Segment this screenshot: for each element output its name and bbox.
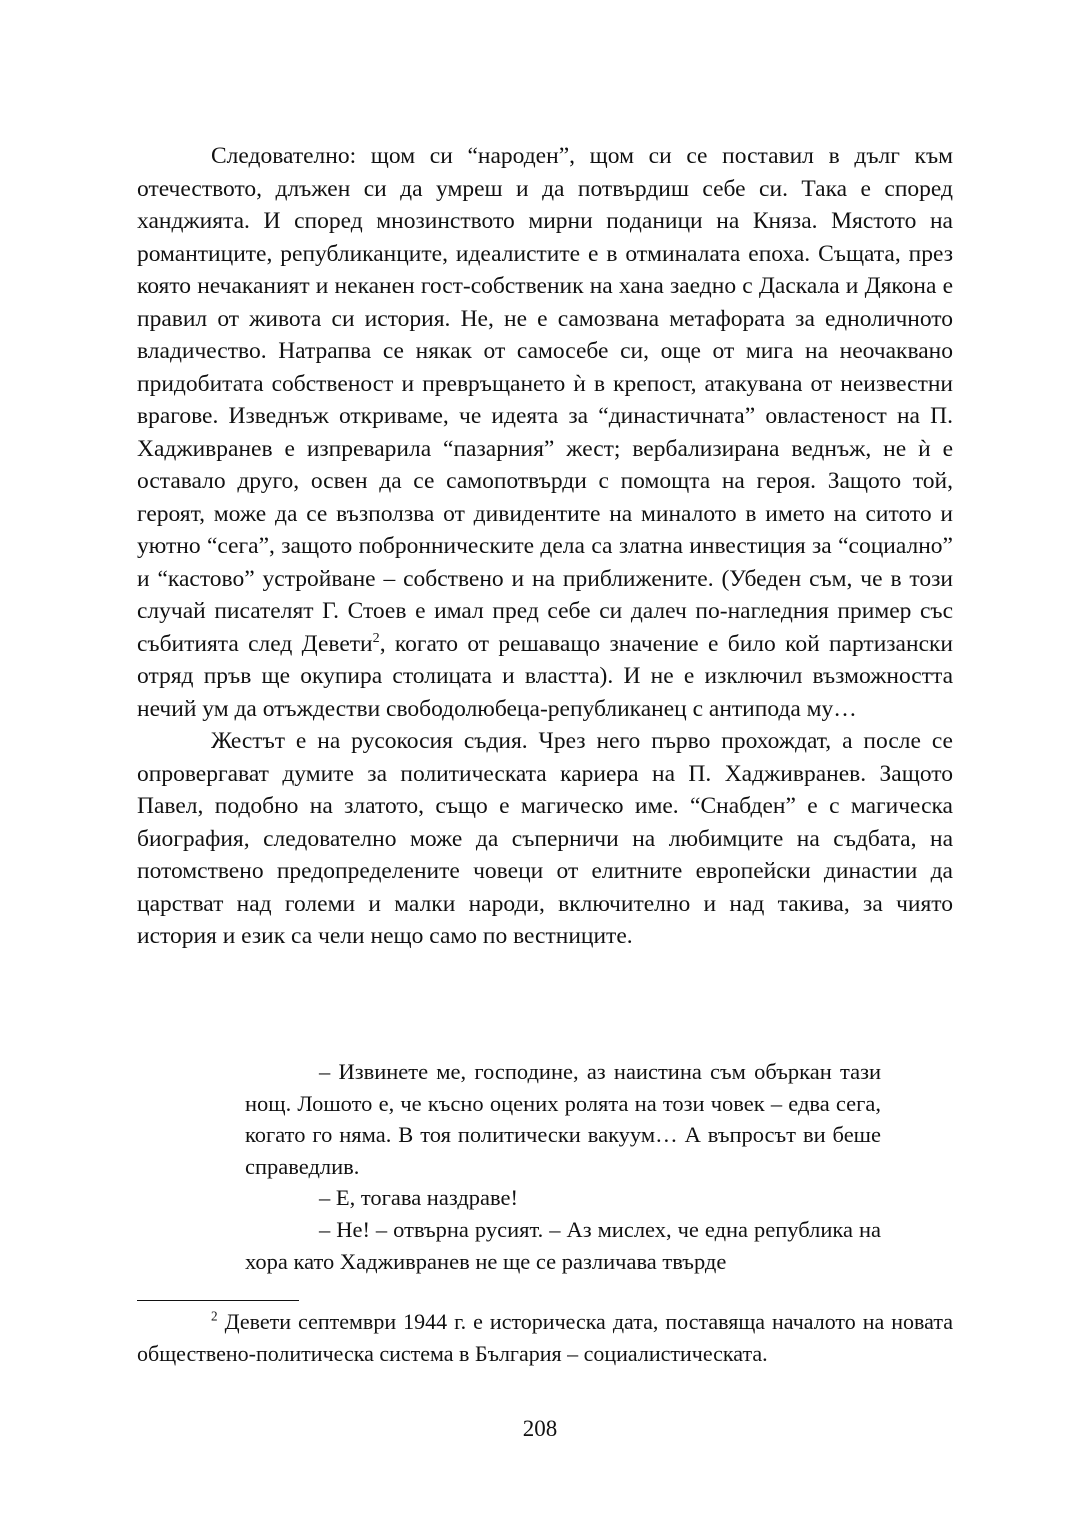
main-text [137,140,953,953]
quote-line-3: – Не! – отвърна русият. – Аз мислех, че една република на хора като Хадживранев не ще се различава твърде [245,1216,881,1274]
footnote-divider [137,1300,299,1301]
footnote-mark: 2 [211,1308,218,1324]
footnote-text: Девети септември 1944 г. е историческа дата, поставяща началото на новата обществено-политическа система в България – социалистическата. [137,1309,953,1366]
quote-line-2: – Е, тогава наздраве! [319,1185,518,1211]
paragraph-2: Жестът е на русокосия съдия. Чрез него първо прохождат, а после се опровергават думите за политическата кариера на П. Хадживранев. Защото Павел, подобно на златото, също е магическо име. “Снабден” е с магическа биография, следователно може да съперничи на любимците на съдбата, на потомствено предопределените човеци от елитните европейски династии да царстват над големи и малки народи, включително и над такива, за чиято история и език са чели нещо само по вестниците. [137,728,953,949]
page-number: 208 [522,1416,558,1441]
dialogue-quote [245,1056,881,1277]
paragraph-1 [137,140,953,725]
paragraph-1-text: Следователно: щом си “народен”, щом си се поставил в дълг към отечеството, длъжен си да умреш и да потвърдиш себе си. Така е според ханджията. И според мнозинството мирни поданици на Княза. Мястото на романтиците, републиканците, идеалистите е в отминалата епоха. Същата, през която нечаканият и неканен гост-собственик на хана заедно с Даскала и Дякона е правил от живота си история. Не, не е самозвана метафората за едноличното владичество. Натрапва се някак от самосебе си, още от мига на неочаквано придобитата собственост и превръщането ѝ в крепост, атакувана от неизвестни врагове. Изведнъж откриваме, че идеята за “династичната” овластеност на П. Хадживранев е изпреварила “пазарния” жест; вербализирана веднъж, не ѝ е оставало друго, освен да се самопотвърди с помощта на героя. Защото той, героят, може да се възползва от дивидентите на миналото в името на ситото и уютно “сега”, защото побронническите дела са златна инвестиция за “социално” и “кастово” устройване – собствено и на приближените. (Убеден съм, че в този случай писателят Г. Стоев е имал пред себе си далеч по-нагледния пример със събитията след Девети [137,143,953,657]
footnote [137,1306,953,1369]
footnote-reference[interactable]: 2 [372,629,380,646]
quote-line-1: – Извинете ме, господине, аз наистина съм объркан тази нощ. Лошото е, че късно оцених ролята на този човек – едва сега, когато го няма. В тоя политически вакуум… А въпросът ви беше справедлив. [245,1059,881,1179]
paragraph-1-continuation: , когато от решаващо значение е било кой партизански отряд пръв ще окупира столицата и властта). И не е изключил възможността нечий ум да отъждестви свободолюбеца-републиканец с антипода му… [137,630,953,722]
